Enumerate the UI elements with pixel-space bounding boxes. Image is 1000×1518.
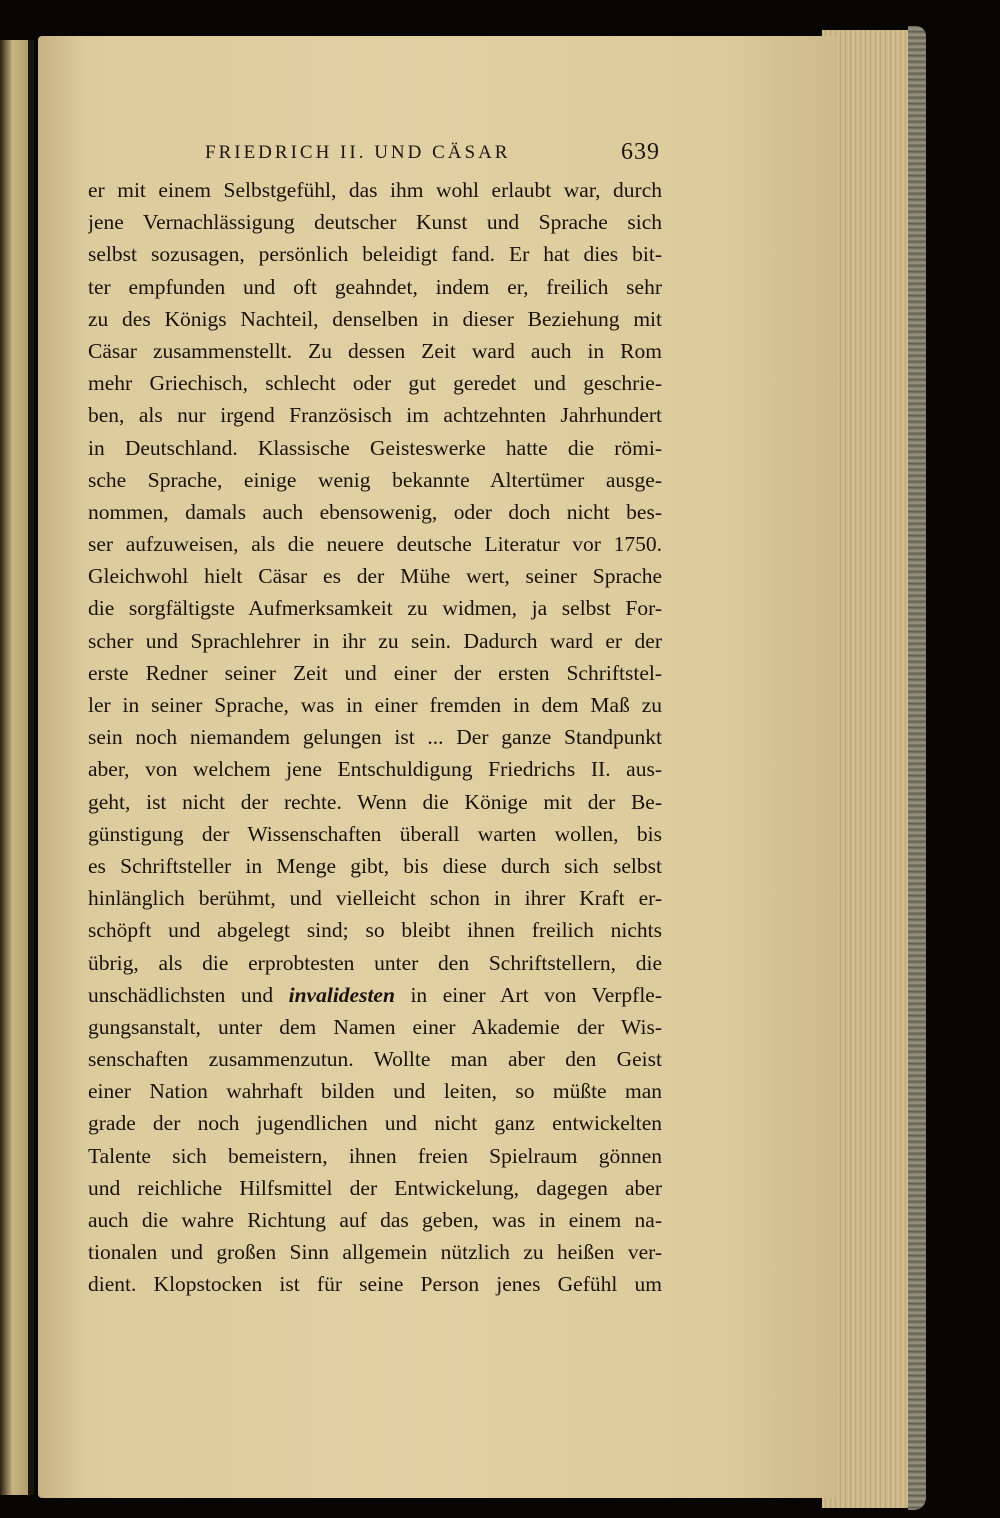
- text-line: senschaften zusammenzutun. Wollte man aber den Geist: [88, 1047, 662, 1072]
- text-line: dient. Klopstocken ist für seine Person jenes Gefühl um: [88, 1272, 662, 1297]
- text-line: es Schriftsteller in Menge gibt, bis diese durch sich selbst: [88, 853, 662, 878]
- text-line: selbst sozusagen, persönlich beleidigt fand. Er hat dies bit-: [88, 242, 662, 267]
- body-text: [88, 174, 662, 1301]
- text-line: sche Sprache, einige wenig bekannte Altertümer ausge-: [88, 467, 662, 492]
- text-line: in Deutschland. Klassische Geisteswerke hatte die römi-: [88, 435, 662, 460]
- text-line: schöpft und abgelegt sind; so bleibt ihnen freilich nichts: [88, 918, 662, 943]
- text-line: tionalen und großen Sinn allgemein nützlich zu heißen ver-: [88, 1240, 662, 1265]
- text-line-with-italic: [88, 979, 662, 1011]
- text-line: erste Redner seiner Zeit und einer der ersten Schriftstel-: [88, 660, 662, 685]
- italic-word: invalidesten: [288, 982, 395, 1007]
- book-cover-edge: [908, 26, 926, 1510]
- text-line: hinlänglich berühmt, und vielleicht schon in ihrer Kraft er-: [88, 886, 662, 911]
- text-line: jene Vernachlässigung deutscher Kunst und Sprache sich: [88, 210, 662, 235]
- text-line: ser aufzuweisen, als die neuere deutsche Literatur vor 1750.: [88, 532, 662, 557]
- text-line: Talente sich bemeistern, ihnen freien Spielraum gönnen: [88, 1143, 662, 1168]
- text-line: scher und Sprachlehrer in ihr zu sein. Dadurch ward er der: [88, 628, 662, 653]
- text-line: ler in seiner Sprache, was in einer fremden in dem Maß zu: [88, 693, 662, 717]
- text-line: die sorgfältigste Aufmerksamkeit zu widmen, ja selbst For-: [88, 596, 662, 621]
- facing-page-edge: [0, 40, 34, 1495]
- text-line: nommen, damals auch ebensowenig, oder doch nicht bes-: [88, 499, 662, 524]
- text-line: günstigung der Wissenschaften überall warten wollen, bis: [88, 821, 662, 846]
- text-line: sein noch niemandem gelungen ist ... Der ganze Standpunkt: [88, 725, 662, 750]
- text-line: er mit einem Selbstgefühl, das ihm wohl erlaubt war, durch: [88, 178, 662, 202]
- text-line: zu des Königs Nachteil, denselben in dieser Beziehung mit: [88, 306, 662, 331]
- text-line: ben, als nur irgend Französisch im achtzehnten Jahrhundert: [88, 403, 662, 428]
- text-line: einer Nation wahrhaft bilden und leiten, so müßte man: [88, 1079, 662, 1104]
- text-line: grade der noch jugendlichen und nicht ganz entwickelten: [88, 1111, 662, 1136]
- text-line: aber, von welchem jene Entschuldigung Friedrichs II. aus-: [88, 757, 662, 782]
- text-line: übrig, als die erprobtesten unter den Schriftstellern, die: [88, 950, 662, 975]
- text-line: mehr Griechisch, schlecht oder gut geredet und geschrie-: [88, 371, 662, 396]
- page-header: [205, 139, 660, 172]
- text-line: und reichliche Hilfsmittel der Entwickelung, dagegen aber: [88, 1175, 662, 1200]
- text-line: Gleichwohl hielt Cäsar es der Mühe wert, seiner Sprache: [88, 564, 662, 589]
- line-segment: unschädlichsten und: [88, 982, 289, 1007]
- text-line: gungsanstalt, unter dem Namen einer Akademie der Wis-: [88, 1014, 662, 1039]
- text-line: geht, ist nicht der rechte. Wenn die Könige mit der Be-: [88, 789, 662, 814]
- line-segment: in einer Art von Verpfle-: [394, 982, 662, 1007]
- text-line: ter empfunden und oft geahndet, indem er, freilich sehr: [88, 274, 662, 299]
- text-line: Cäsar zusammenstellt. Zu dessen Zeit ward auch in Rom: [88, 338, 662, 363]
- running-title: FRIEDRICH II. UND CÄSAR: [205, 142, 511, 163]
- text-line: auch die wahre Richtung auf das geben, was in einem na-: [88, 1208, 662, 1232]
- page-number: 639: [621, 139, 660, 165]
